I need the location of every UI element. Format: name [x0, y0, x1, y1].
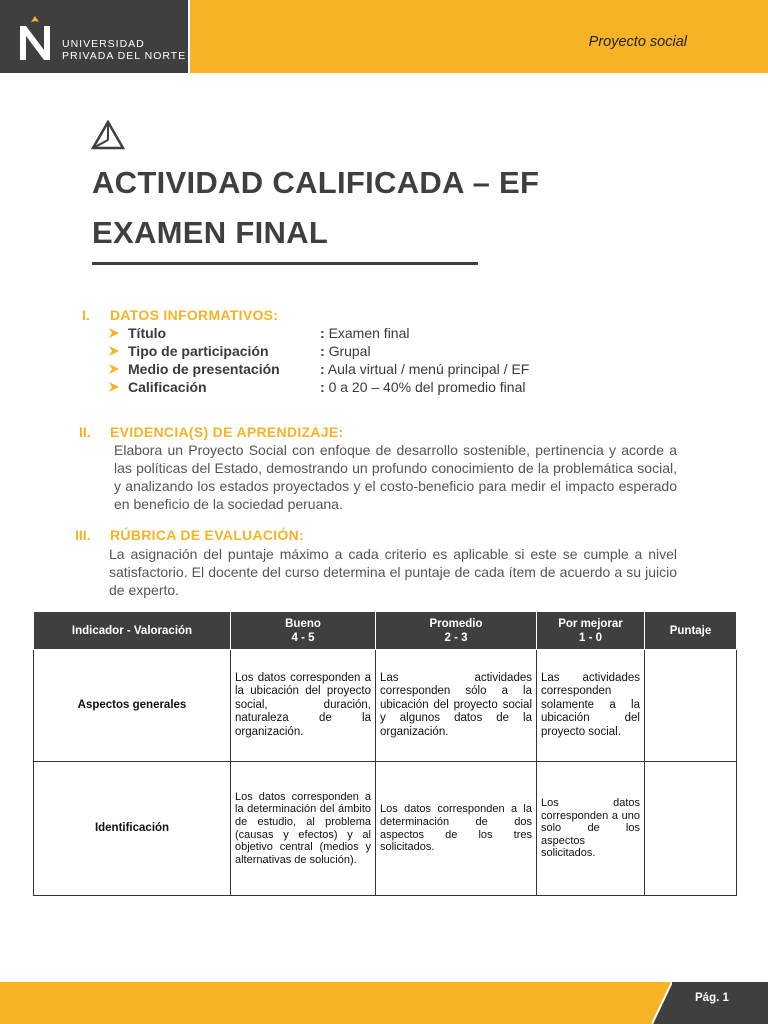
rubric-table: [33, 611, 737, 896]
page-title: ACTIVIDAD CALIFICADA – EF: [92, 165, 540, 200]
column-header: Puntaje: [645, 612, 737, 650]
rubric-intro-paragraph: La asignación del puntaje máximo a cada criterio es aplicable si este se cumple a nivel satisfactorio. El docente del curso determina el puntaje de cada ítem de acuerdo a su juicio de experto.: [109, 546, 677, 598]
table-row: [34, 650, 737, 762]
title-divider: [92, 262, 478, 265]
column-header: Promedio 2 - 3: [376, 612, 537, 650]
table-header-row: [34, 612, 737, 650]
header-banner: [190, 0, 768, 73]
score-cell: [645, 762, 737, 896]
arrow-bullet-icon: [108, 345, 120, 357]
section-title: RÚBRICA DE EVALUACIÓN:: [110, 527, 305, 543]
score-cell: [645, 650, 737, 762]
arrow-bullet-icon: [108, 381, 120, 393]
criteria-cell: Las actividades corresponden sólo a la ubicación del proyecto social y algunos datos de la organización.: [376, 650, 537, 762]
column-header: Por mejorar 1 - 0: [537, 612, 645, 650]
column-header: Bueno 4 - 5: [231, 612, 376, 650]
criteria-cell: Los datos corresponden a la ubicación del proyecto social, duración, naturaleza de la organización.: [231, 650, 376, 762]
section-title: DATOS INFORMATIVOS:: [110, 307, 279, 323]
course-name: Proyecto social: [588, 34, 687, 50]
criteria-cell: Las actividades corresponden solamente a la ubicación del proyecto social.: [537, 650, 645, 762]
criteria-cell: Los datos corresponden a la determinación del ámbito de estudio, al problema (causas y efectos) y al objetivo central (medios y alternativas de solución).: [231, 762, 376, 896]
indicator-cell: Identificación: [34, 762, 231, 896]
section-number: III.: [75, 527, 91, 543]
university-name: UNIVERSIDAD PRIVADA DEL NORTE: [62, 38, 187, 62]
evidence-paragraph: Elabora un Proyecto Social con enfoque de desarrollo sostenible, pertinencia y acorde a las políticas del Estado, demostrando un profundo conocimiento de la problemática social, y analizando los estados proyectados y el costo-beneficio para medir el impacto esperado en beneficio de la sociedad peruana.: [114, 442, 677, 512]
page-subtitle: EXAMEN FINAL: [92, 215, 329, 250]
footer-slant: [652, 982, 672, 1024]
section-number: I.: [82, 307, 90, 323]
header-logo-panel: [0, 0, 188, 73]
criteria-cell: Los datos corresponden a uno solo de los aspectos solicitados.: [537, 762, 645, 896]
arrow-bullet-icon: [108, 363, 120, 375]
indicator-cell: Aspectos generales: [34, 650, 231, 762]
university-logo-icon: [18, 16, 52, 62]
section-title: EVIDENCIA(S) DE APRENDIZAJE:: [110, 424, 344, 440]
criteria-cell: Los datos corresponden a la determinación de dos aspectos de los tres solicitados.: [376, 762, 537, 896]
section-number: II.: [79, 424, 91, 440]
triangle-icon: [91, 120, 125, 150]
table-row: [34, 762, 737, 896]
page-number: Pág. 1: [695, 992, 729, 1004]
arrow-bullet-icon: [108, 327, 120, 339]
column-header: Indicador - Valoración: [34, 612, 231, 650]
